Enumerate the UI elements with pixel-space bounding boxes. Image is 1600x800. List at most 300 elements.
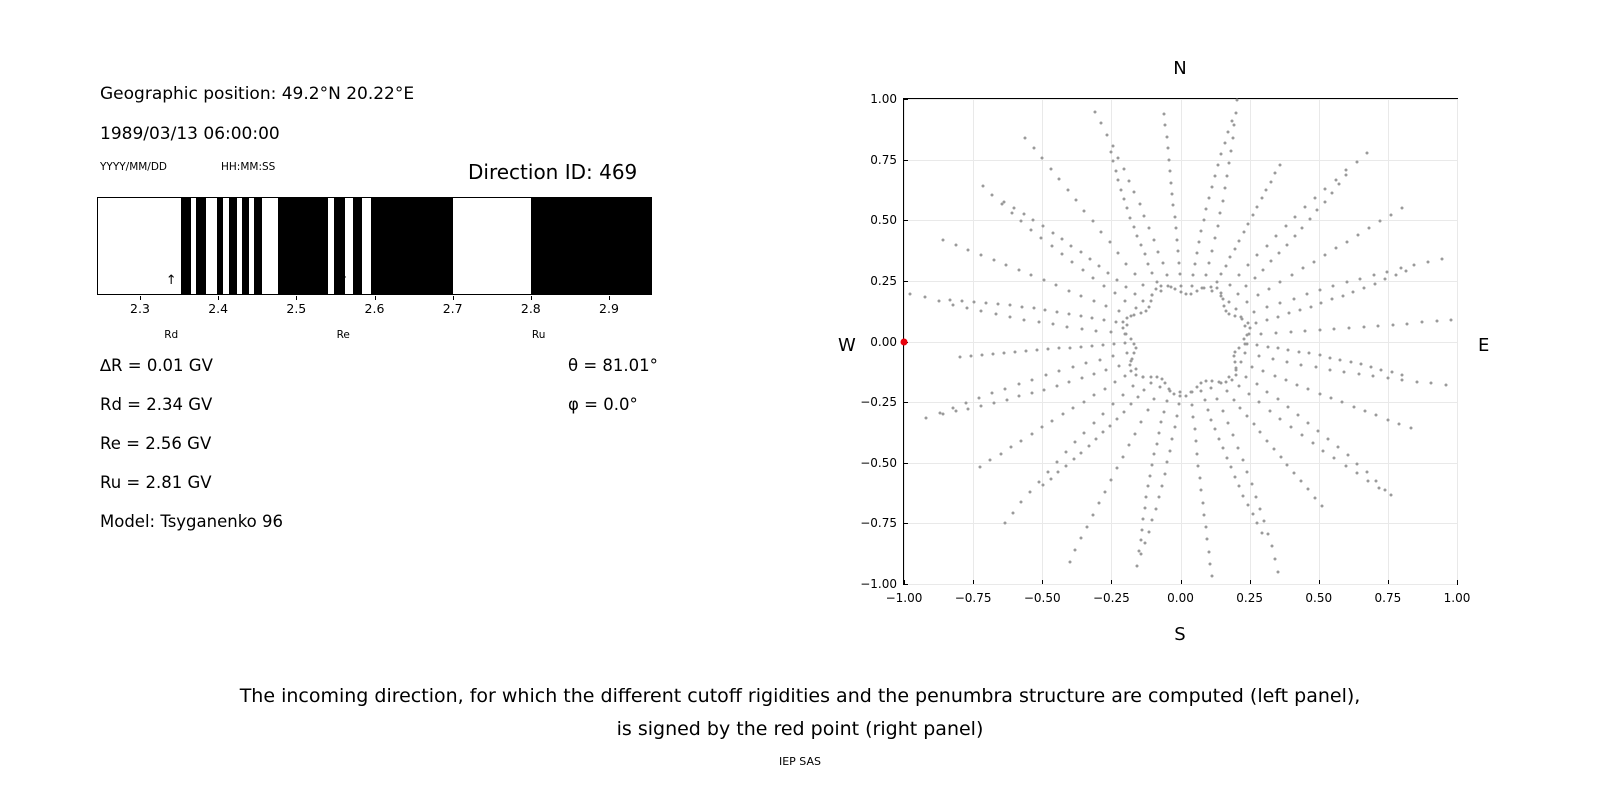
scatter-point <box>1117 156 1120 159</box>
scatter-point <box>1323 200 1326 203</box>
scatter-point <box>1129 338 1132 341</box>
scatter-point <box>1374 480 1377 483</box>
scatter-point <box>1070 244 1073 247</box>
scatter-point <box>1253 311 1256 314</box>
scatter-point <box>1079 251 1082 254</box>
penumbra-band <box>217 197 223 295</box>
scatter-point <box>1249 326 1252 329</box>
scatter-point <box>1151 519 1154 522</box>
scatter-point <box>1105 304 1108 307</box>
scatter-point <box>1051 231 1054 234</box>
scatter-point <box>1157 250 1160 253</box>
scatter-point <box>1236 292 1239 295</box>
scatter-point <box>1133 273 1136 276</box>
scatter-point <box>1259 431 1262 434</box>
scatter-point <box>1206 409 1209 412</box>
scatter-point <box>1102 431 1105 434</box>
right-panel <box>800 0 1560 660</box>
scatter-point <box>1386 377 1389 380</box>
scatter-point <box>1389 494 1392 497</box>
scatter-point <box>1149 300 1152 303</box>
scatter-point <box>1258 401 1261 404</box>
scatter-point <box>1149 474 1152 477</box>
scatter-point <box>1167 387 1170 390</box>
scatter-point <box>1261 531 1264 534</box>
scatter-point <box>1204 526 1207 529</box>
scatter-point <box>1231 120 1234 123</box>
scatter-point <box>1375 414 1378 417</box>
scatter-point <box>1331 298 1334 301</box>
scatter-point <box>1356 462 1359 465</box>
scatter-point <box>1384 278 1387 281</box>
scatter-point <box>1334 247 1337 250</box>
x-tick-label: 2.5 <box>286 301 307 316</box>
scatter-point <box>1267 532 1270 535</box>
scatter-point <box>1117 179 1120 182</box>
scatter-point <box>1160 377 1163 380</box>
x-tick-mark <box>1388 580 1389 584</box>
scatter-point <box>1123 410 1126 413</box>
scatter-point <box>1301 267 1304 270</box>
scatter-point <box>1237 446 1240 449</box>
scatter-point <box>1246 414 1249 417</box>
scatter-point <box>1152 238 1155 241</box>
scatter-point <box>991 392 994 395</box>
scatter-point <box>1279 301 1282 304</box>
scatter-point <box>1406 322 1409 325</box>
scatter-point <box>1080 327 1083 330</box>
scatter-point <box>1017 383 1020 386</box>
scatter-point <box>1266 439 1269 442</box>
scatter-point <box>1173 426 1176 429</box>
scatter-point <box>1112 160 1115 163</box>
scatter-point <box>1126 351 1129 354</box>
scatter-point <box>1346 454 1349 457</box>
x-tick-mark <box>904 580 905 584</box>
scatter-point <box>989 459 992 462</box>
scatter-point <box>1114 169 1117 172</box>
scatter-point <box>1117 251 1120 254</box>
scatter-point <box>1268 409 1271 412</box>
scatter-point <box>1205 207 1208 210</box>
x-tick-label: 0.50 <box>1305 591 1333 605</box>
scatter-point <box>1421 321 1424 324</box>
scatter-point <box>1217 381 1220 384</box>
scatter-point <box>1147 485 1150 488</box>
scatter-point <box>923 296 926 299</box>
scatter-point <box>1179 291 1182 294</box>
scatter-point <box>1292 297 1295 300</box>
scatter-point <box>1207 261 1210 264</box>
scatter-point <box>1256 344 1259 347</box>
scatter-point <box>1231 136 1234 139</box>
compass-east-label: E <box>1478 335 1490 356</box>
scatter-point <box>1213 237 1216 240</box>
scatter-point <box>1352 290 1355 293</box>
compass-south-label: S <box>1174 624 1186 645</box>
scatter-point <box>1232 398 1235 401</box>
scatter-point <box>1308 352 1311 355</box>
scatter-point <box>1009 446 1012 449</box>
value-rd: Rd = 2.34 GV <box>100 395 213 414</box>
scatter-point <box>1210 418 1213 421</box>
scatter-point <box>1256 254 1259 257</box>
scatter-point <box>941 412 944 415</box>
scatter-point <box>1064 451 1067 454</box>
scatter-point <box>1405 269 1408 272</box>
scatter-point <box>1215 281 1218 284</box>
scatter-point <box>1341 401 1344 404</box>
scatter-point <box>954 244 957 247</box>
scatter-point <box>1166 147 1169 150</box>
scatter-point <box>1312 260 1315 263</box>
scatter-point <box>1202 218 1205 221</box>
scatter-point <box>1380 368 1383 371</box>
scatter-point <box>1378 487 1381 490</box>
x-tick-label: 2.4 <box>208 301 229 316</box>
scatter-point <box>1143 214 1146 217</box>
scatter-point <box>1394 274 1397 277</box>
scatter-point <box>1216 398 1219 401</box>
selected-direction-point[interactable] <box>901 338 908 345</box>
scatter-point <box>1107 271 1110 274</box>
y-tick-mark <box>904 523 908 524</box>
penumbra-band <box>353 197 362 295</box>
scatter-point <box>981 185 984 188</box>
scatter-point <box>1165 400 1168 403</box>
scatter-point <box>1126 207 1129 210</box>
scatter-point <box>1251 513 1254 516</box>
scatter-point <box>1251 214 1254 217</box>
scatter-point <box>1104 490 1107 493</box>
scatter-point <box>1102 343 1105 346</box>
scatter-point <box>1224 187 1227 190</box>
scatter-point <box>1134 368 1137 371</box>
scatter-point <box>1233 124 1236 127</box>
scatter-point <box>1300 480 1303 483</box>
scatter-point <box>1032 146 1035 149</box>
scatter-point <box>1014 351 1017 354</box>
scatter-point <box>1091 316 1094 319</box>
scatter-point <box>1204 379 1207 382</box>
date-format-hint: YYYY/MM/DD <box>100 161 168 173</box>
scatter-point <box>1000 203 1003 206</box>
scatter-point <box>1287 312 1290 315</box>
scatter-point <box>1271 358 1274 361</box>
scatter-point <box>1032 307 1035 310</box>
scatter-point <box>1246 503 1249 506</box>
scatter-point <box>1413 264 1416 267</box>
scatter-point <box>1206 538 1209 541</box>
left-panel <box>0 0 760 660</box>
y-tick-mark <box>904 99 908 100</box>
scatter-point <box>1185 394 1188 397</box>
scatter-point <box>970 354 973 357</box>
scatter-point <box>1126 323 1129 326</box>
scatter-point <box>1049 477 1052 480</box>
x-tick-label: 2.7 <box>442 301 463 316</box>
scatter-point <box>1170 181 1173 184</box>
scatter-point <box>1177 402 1180 405</box>
scatter-point <box>1197 464 1200 467</box>
scatter-point <box>1229 284 1232 287</box>
x-tick-label: −0.25 <box>1092 591 1130 605</box>
scatter-point <box>1075 199 1078 202</box>
scatter-point <box>1133 292 1136 295</box>
scatter-point <box>1103 387 1106 390</box>
scatter-point <box>1154 288 1157 291</box>
scatter-point <box>1124 332 1127 335</box>
scatter-point <box>1159 289 1162 292</box>
scatter-point <box>1099 122 1102 125</box>
scatter-point <box>1092 422 1095 425</box>
scatter-point <box>1072 406 1075 409</box>
scatter-point <box>1124 285 1127 288</box>
scatter-point <box>1211 289 1214 292</box>
time-format-hint: HH:MM:SS <box>221 161 276 173</box>
scatter-point <box>1209 285 1212 288</box>
scatter-point <box>973 300 976 303</box>
scatter-point <box>1319 289 1322 292</box>
scatter-point <box>1320 302 1323 305</box>
scatter-point <box>1314 366 1317 369</box>
scatter-point <box>1247 222 1250 225</box>
scatter-point <box>1274 172 1277 175</box>
y-tick-label: 1.00 <box>870 92 897 106</box>
marker-label: Rd <box>164 329 179 341</box>
scatter-point <box>1185 293 1188 296</box>
scatter-point <box>1136 396 1139 399</box>
scatter-point <box>1390 213 1393 216</box>
scatter-point <box>1171 438 1174 441</box>
scatter-point <box>1113 343 1116 346</box>
scatter-point <box>1200 229 1203 232</box>
scatter-point <box>1143 388 1146 391</box>
scatter-point <box>1220 273 1223 276</box>
scatter-point <box>1298 309 1301 312</box>
scatter-point <box>1109 150 1112 153</box>
gridline-horizontal <box>904 220 1457 221</box>
scatter-point <box>1229 466 1232 469</box>
scatter-point <box>1040 426 1043 429</box>
x-tick-mark <box>1250 580 1251 584</box>
value-re: Re = 2.56 GV <box>100 434 212 453</box>
scatter-point <box>937 300 940 303</box>
scatter-point <box>1285 243 1288 246</box>
scatter-point <box>1226 390 1229 393</box>
scatter-point <box>1131 384 1134 387</box>
scatter-point <box>1003 352 1006 355</box>
scatter-point <box>1202 287 1205 290</box>
scatter-point <box>1279 417 1282 420</box>
scatter-point <box>1145 496 1148 499</box>
scatter-point <box>1178 395 1181 398</box>
scatter-point <box>1108 241 1111 244</box>
scatter-point <box>1143 253 1146 256</box>
scatter-point <box>1430 382 1433 385</box>
scatter-point <box>1255 383 1258 386</box>
scatter-point <box>1390 371 1393 374</box>
scatter-point <box>1243 352 1246 355</box>
penumbra-band <box>196 197 205 295</box>
scatter-point <box>1260 197 1263 200</box>
scatter-point <box>1274 557 1277 560</box>
scatter-point <box>1003 522 1006 525</box>
scatter-point <box>985 301 988 304</box>
scatter-point <box>1098 502 1101 505</box>
scatter-point <box>1037 321 1040 324</box>
scatter-point <box>1116 417 1119 420</box>
scatter-point <box>1155 280 1158 283</box>
scatter-point <box>1355 472 1358 475</box>
scatter-point <box>1330 396 1333 399</box>
scatter-point <box>1290 425 1293 428</box>
scatter-point <box>1020 305 1023 308</box>
scatter-point <box>992 259 995 262</box>
scatter-point <box>1160 421 1163 424</box>
scatter-point <box>1196 251 1199 254</box>
scatter-point <box>1318 392 1321 395</box>
scatter-point <box>925 417 928 420</box>
scatter-point <box>992 352 995 355</box>
scatter-point <box>1222 298 1225 301</box>
scatter-point <box>909 292 912 295</box>
scatter-point <box>1116 278 1119 281</box>
scatter-point <box>1221 410 1224 413</box>
penumbra-x-axis <box>97 273 652 356</box>
scatter-point <box>1049 167 1052 170</box>
scatter-point <box>1061 238 1064 241</box>
scatter-point <box>1113 381 1116 384</box>
scatter-point <box>1208 196 1211 199</box>
scatter-point <box>1128 444 1131 447</box>
scatter-point <box>1274 331 1277 334</box>
scatter-point <box>1194 440 1197 443</box>
x-tick-mark <box>1111 580 1112 584</box>
y-tick-label: −0.50 <box>860 455 897 470</box>
scatter-point <box>1359 363 1362 366</box>
gridline-horizontal <box>904 523 1457 524</box>
scatter-point <box>1266 345 1269 348</box>
x-tick-label: 2.3 <box>130 301 150 316</box>
scatter-point <box>1190 390 1193 393</box>
scatter-point <box>1239 360 1242 363</box>
scatter-point <box>1228 300 1231 303</box>
scatter-point <box>1261 268 1264 271</box>
scatter-point <box>1164 381 1167 384</box>
marker-label: Ru <box>531 329 546 341</box>
scatter-point <box>1098 264 1101 267</box>
scatter-point <box>1221 447 1224 450</box>
scatter-point <box>1157 496 1160 499</box>
scatter-point <box>1037 481 1040 484</box>
scatter-point <box>1098 358 1101 361</box>
scatter-point <box>1286 361 1289 364</box>
scatter-point <box>1239 406 1242 409</box>
scatter-point <box>1265 189 1268 192</box>
scatter-point <box>1307 388 1310 391</box>
x-tick-label: 2.8 <box>520 301 541 316</box>
gridline-horizontal <box>904 99 1457 100</box>
scatter-point <box>1333 457 1336 460</box>
scatter-point <box>1165 135 1168 138</box>
scatter-point <box>1379 220 1382 223</box>
scatter-point <box>1372 274 1375 277</box>
scatter-point <box>942 239 945 242</box>
scatter-point <box>1232 355 1235 358</box>
scatter-point <box>1030 228 1033 231</box>
scatter-point <box>1139 539 1142 542</box>
value-theta: θ = 81.01° <box>568 356 658 375</box>
scatter-point <box>1010 211 1013 214</box>
scatter-point <box>1223 142 1226 145</box>
scatter-point <box>1294 215 1297 218</box>
scatter-point <box>1025 350 1028 353</box>
scatter-point <box>1057 471 1060 474</box>
scatter-point <box>1067 289 1070 292</box>
scatter-point <box>1242 231 1245 234</box>
scatter-point <box>1320 504 1323 507</box>
scatter-point <box>1086 525 1089 528</box>
scatter-point <box>1149 381 1152 384</box>
scatter-point <box>1263 520 1266 523</box>
gridline-horizontal <box>904 402 1457 403</box>
scatter-point <box>1279 455 1282 458</box>
scatter-point <box>1276 315 1279 318</box>
scatter-point <box>1289 330 1292 333</box>
scatter-point <box>1058 178 1061 181</box>
scatter-point <box>1279 280 1282 283</box>
scatter-point <box>1125 262 1128 265</box>
asymptotic-directions-plot <box>860 92 1471 605</box>
compass-west-label: W <box>838 335 856 356</box>
scatter-point <box>1359 277 1362 280</box>
scatter-point <box>1175 238 1178 241</box>
scatter-point <box>1140 311 1143 314</box>
scatter-point <box>1109 424 1112 427</box>
scatter-point <box>1305 293 1308 296</box>
scatter-point <box>1093 373 1096 376</box>
scatter-point <box>1440 258 1443 261</box>
scatter-point <box>1088 258 1091 261</box>
scatter-point <box>1228 312 1231 315</box>
scatter-point <box>1231 378 1234 381</box>
scatter-point <box>1083 209 1086 212</box>
scatter-point <box>951 303 954 306</box>
scatter-point <box>1100 230 1103 233</box>
scatter-point <box>1195 290 1198 293</box>
scatter-point <box>1242 494 1245 497</box>
scatter-point <box>1065 464 1068 467</box>
scatter-point <box>966 306 969 309</box>
scatter-point <box>1030 274 1033 277</box>
scatter-point <box>1243 338 1246 341</box>
value-phi: φ = 0.0° <box>568 395 638 414</box>
scatter-point <box>1111 145 1114 148</box>
scatter-point <box>1255 495 1258 498</box>
scatter-point <box>1043 388 1046 391</box>
scatter-point <box>1124 374 1127 377</box>
scatter-point <box>1068 381 1071 384</box>
scatter-point <box>1051 419 1054 422</box>
scatter-point <box>1133 313 1136 316</box>
scatter-point <box>1196 452 1199 455</box>
scatter-point <box>949 298 952 301</box>
scatter-point <box>1142 375 1145 378</box>
scatter-point <box>1293 472 1296 475</box>
scatter-point <box>1233 475 1236 478</box>
scatter-point <box>1136 235 1139 238</box>
